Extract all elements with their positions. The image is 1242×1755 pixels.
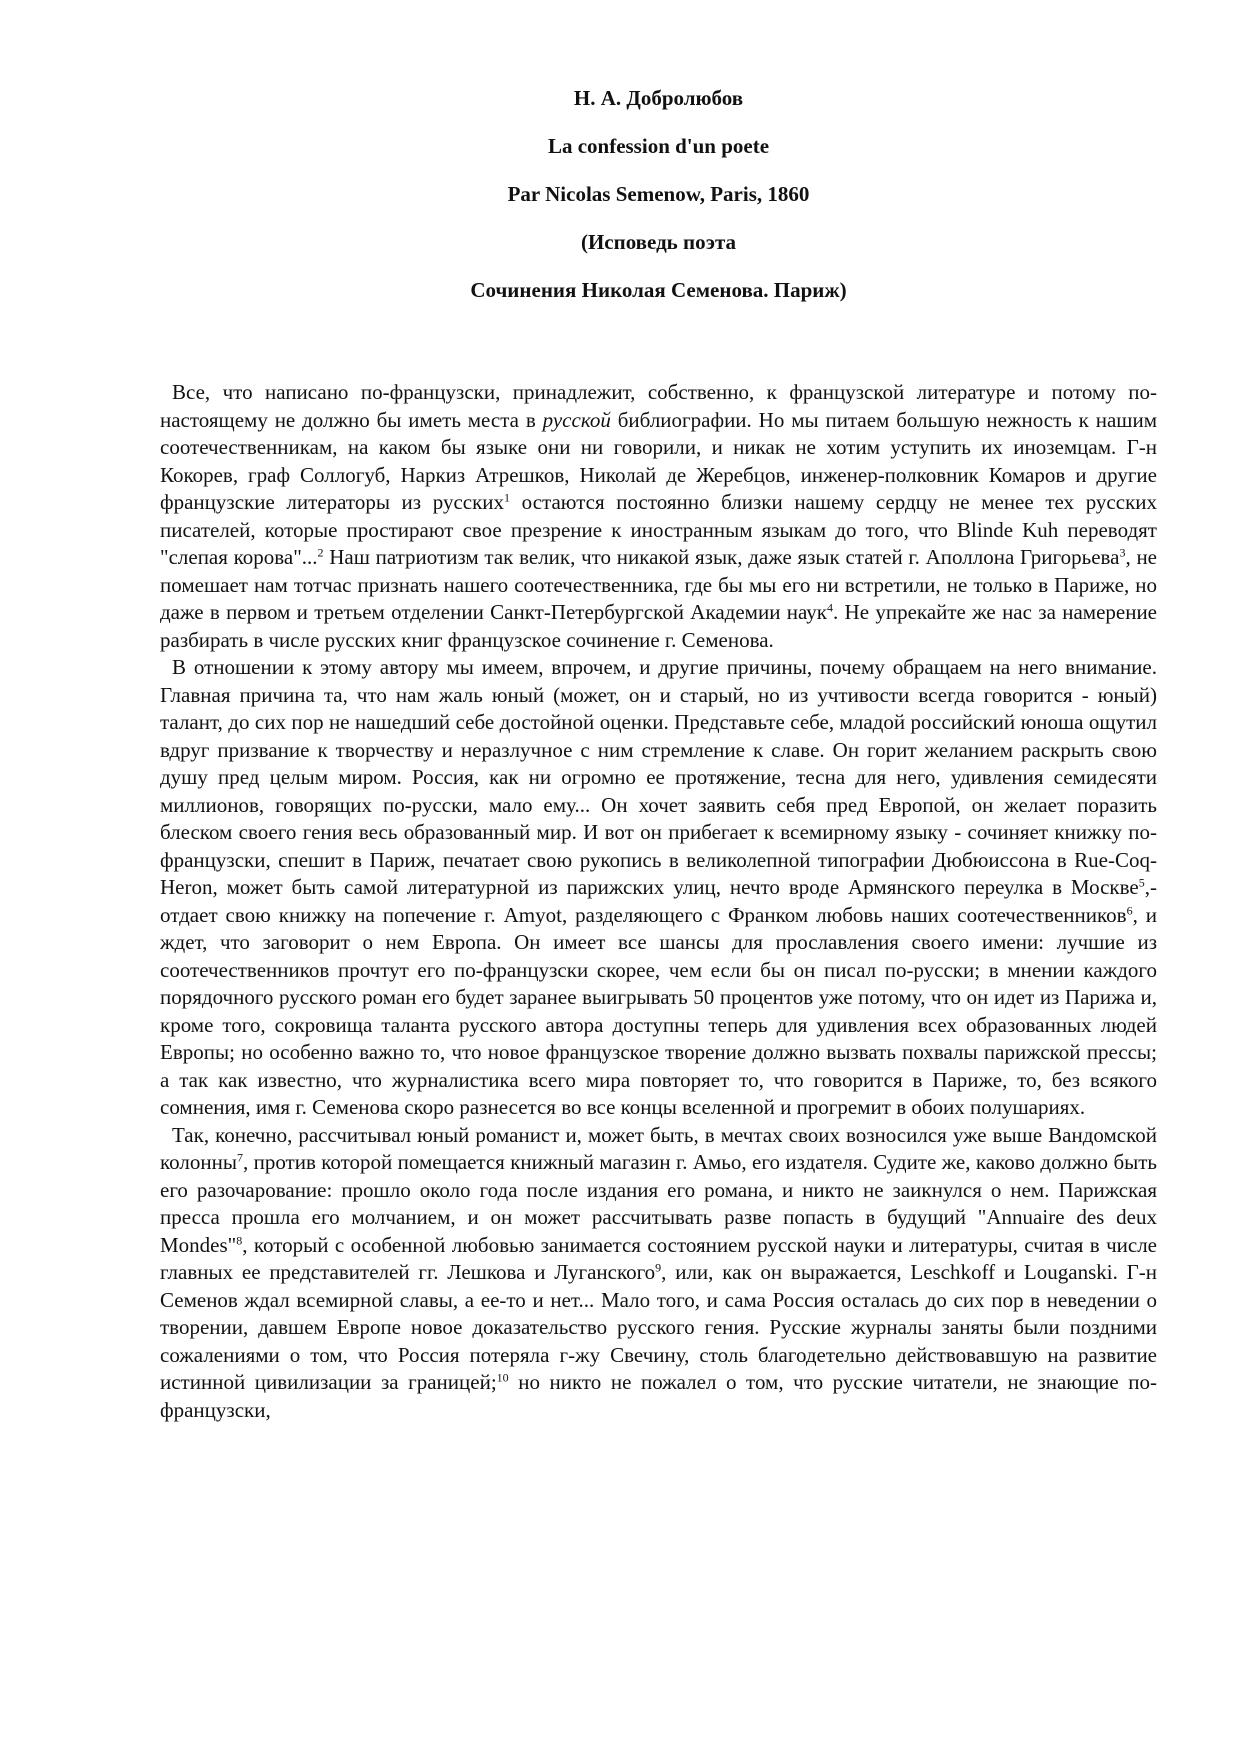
document-page	[160, 88, 1157, 1424]
text-run: ,- отдает свою книжку на попечение г. Amyot, разделяющего с Франком любовь наших соотечественников	[160, 875, 1157, 927]
text-run: , не помешает нам тотчас признать нашего соотечественника, где бы мы его ни встретили, не только в Париже, но даже в первом и третьем отделении Санкт-Петербургской Академии наук	[160, 545, 1157, 624]
text-run: Все, что написано по-французски, принадлежит, собственно, к французской литературе и потому по-настоящему не должно бы иметь места в	[160, 380, 1157, 432]
text-run: В отношении к этому автору мы имеем, впрочем, и другие причины, почему обращаем на него внимание. Главная причина та, что нам жаль юный (может, он и старый, но из учтивости всегда говорится - юный) талант, до сих пор не нашедший себе достойной оценки. Представьте себе, младой российский юноша ощутил вдруг призвание к творчеству и неразлучное с ним стремление к славе. Он горит желанием раскрыть свою душу пред целым миром. Россия, как ни огромно ее протяжение, тесна для него, удивления семидесяти миллионов, говорящих по-русски, мало ему... Он хочет заявить себя пред Европой, он желает поразить блеском своего гения весь образованный мир. И вот он прибегает к всемирному языку - сочиняет книжку по-французски, спешит в Париж, печатает свою рукопись в великолепной типографии Дюбюиссона в Rue-Coq-Heron, может быть самой литературной из парижских улиц, нечто вроде Армянского переулка в Москве	[160, 655, 1157, 899]
author-line: Н. А. Добролюбов	[573, 86, 744, 110]
footnote-ref[interactable]: 7	[236, 1150, 243, 1165]
footnote-ref[interactable]: 8	[236, 1233, 243, 1248]
text-run: , или, как он выражается, Leschkoff и Louganski. Г-н Семенов ждал всемирной славы, а ее-то и нет... Мало того, и сама Россия осталась до сих пор в неведении о творении, давшем Европе новое доказательство русского гения. Русские журналы заняты были поздними сожалениями о том, что Россия потеряла г-жу Свечину, столь благодетельно действовавшую на развитие истинной цивилизации за границей;	[160, 1260, 1157, 1394]
paragraph-1	[160, 379, 1157, 654]
text-run: библиографии. Но мы питаем большую нежность к нашим соотечественникам, на каком бы языке они ни говорили, и никак не хотим уступить их иноземцам. Г-н Кокорев, граф Соллогуб, Наркиз Атрешков, Николай де Жеребцов, инженер-полковник Комаров и другие французские литераторы из русских	[160, 407, 1157, 514]
footnote-ref[interactable]: 9	[655, 1260, 662, 1275]
text-run: Так, конечно, рассчитывал юный романист и, может быть, в мечтах своих возносился уже выше Вандомской колонны	[160, 1122, 1157, 1174]
text-run: . Не упрекайте же нас за намерение разбирать в числе русских книг французское сочинение г. Семенова.	[160, 600, 1158, 652]
text-run: Наш патриотизм так велик, что никакой язык, даже язык статей г. Аполлона Григорьева	[323, 545, 1120, 569]
paragraph-2	[160, 654, 1157, 1122]
footnote-ref[interactable]: 4	[826, 600, 833, 615]
footnote-ref[interactable]: 10	[496, 1370, 509, 1385]
text-run: остаются постоянно близки нашему сердцу не менее тех русских писателей, которые простирают свое презрение к иностранным языкам до того, что Blinde Kuh переводят "слепая корова"...	[160, 490, 1158, 569]
title-block	[160, 88, 1157, 328]
article-body	[160, 379, 1157, 1424]
text-run: , и ждет, что заговорит о нем Европа. Он имеет все шансы для прославления своего имени: лучшие из соотечественников прочтут его по-французски скорее, чем если бы он писал по-русски; в мнении каждого порядочного русского роман его будет заранее выигрывать 50 процентов уже потому, что он идет из Парижа и, кроме того, сокровища таланта русского автора доступны теперь для удивления всех образованных людей Европы; но особенно важно то, что новое французское творение должно вызвать похвалы парижской прессы; а так как известно, что журналистика всего мира повторяет то, что говорится в Париже, то, без всякого сомнения, имя г. Семенова скоро разнесется во все концы вселенной и прогремит в обоих полушариях.	[160, 902, 1158, 1119]
title-russian: (Исповедь поэта	[580, 230, 737, 254]
footnote-ref[interactable]: 6	[1126, 903, 1133, 918]
footnote-ref[interactable]: 2	[317, 545, 324, 560]
text-run: но никто не пожалел о том, что русские читатели, не знающие по-французски,	[160, 1370, 1157, 1422]
italic-text: русской	[542, 407, 611, 432]
title-french: La confession d'un poete	[547, 134, 770, 158]
footnote-ref[interactable]: 1	[504, 490, 511, 505]
subtitle-russian: Сочинения Николая Семенова. Париж)	[470, 278, 847, 302]
text-run: , против которой помещается книжный магазин г. Амьо, его издателя. Судите же, каково должно быть его разочарование: прошло около года после издания его романа, и никто не заикнулся о нем. Парижская пресса прошла его молчанием, и он может рассчитывать разве попасть в будущий "Annuaire des deux Mondes"	[160, 1150, 1157, 1257]
footnote-ref[interactable]: 3	[1119, 545, 1126, 560]
text-run: , который с особенной любовью занимается состоянием русской науки и литературы, считая в числе главных ее представителей гг. Лешкова и Луганского	[160, 1232, 1157, 1284]
subtitle-french: Par Nicolas Semenow, Paris, 1860	[507, 182, 810, 206]
paragraph-3	[160, 1122, 1157, 1425]
footnote-ref[interactable]: 5	[1138, 875, 1145, 890]
